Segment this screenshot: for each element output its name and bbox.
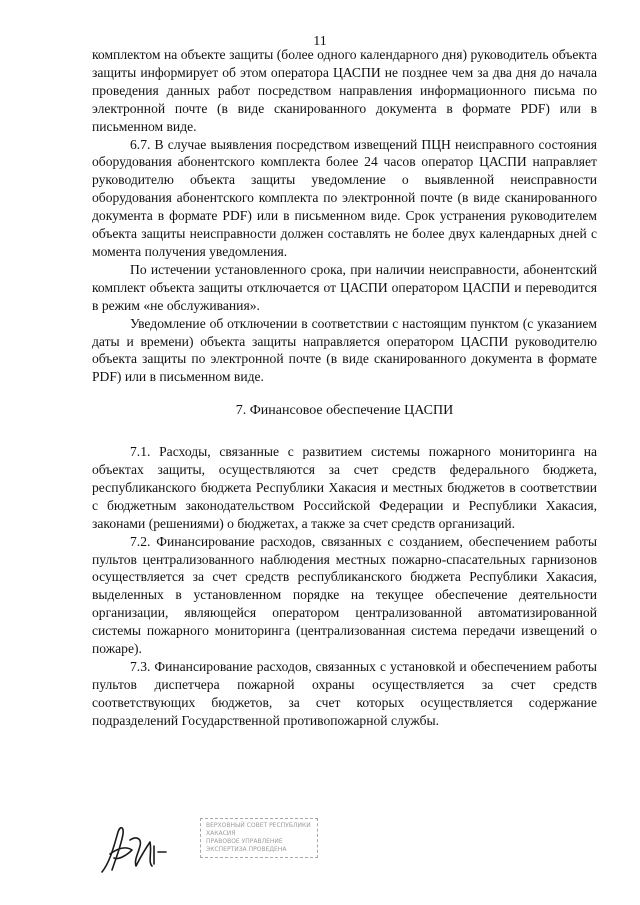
- paragraph-7-1: 7.1. Расходы, связанные с развитием системы пожарного мониторинга на объектах защиты, осуществляются за счет средств федерального бюджета, республиканского бюджета Республики Хакасия и местных бюджетов в соответствии с бюджетным законодательством Российской Федерации и Республики Хакасия, законами (решениями) о бюджетах, а также за счет средств организаций.: [92, 444, 597, 531]
- stamp-line: ВЕРХОВНЫЙ СОВЕТ РЕСПУБЛИКИ: [206, 822, 311, 829]
- paragraph-continuation: комплектом на объекте защиты (более одного календарного дня) руководитель объекта защиты информирует об этом оператора ЦАСПИ не позднее чем за два дня до начала проведения данных работ посредством направления информационного письма по электронной почте (в виде сканированного документа в формате PDF) или в письменном виде.: [92, 47, 597, 134]
- stamp-line: ПРАВОВОЕ УПРАВЛЕНИЕ: [206, 838, 283, 845]
- paragraph-notification: Уведомление об отключении в соответствии с настоящим пунктом (с указанием даты и времени) объекта защиты направляется оператором ЦАСПИ руководителю объекта защиты по электронной почте (в виде сканированного документа в формате PDF) или в письменном виде.: [92, 315, 597, 385]
- page-number: 11: [313, 34, 327, 49]
- document-body: [92, 46, 597, 730]
- stamp-line: ХАКАСИЯ: [206, 830, 236, 837]
- paragraph-7-2: 7.2. Финансирование расходов, связанных с созданием, обеспечением работы пультов централизованного наблюдения местных пожарно-спасательных гарнизонов осуществляется за счет средств республиканского бюджета Республики Хакасия, выделенных в установленном порядке на текущее обеспечение деятельности организации, являющейся оператором централизованной автоматизированной системы пожарного мониторинга (централизованная система передачи извещений о пожаре).: [92, 533, 597, 657]
- approval-stamp: [200, 818, 318, 858]
- section-heading: 7. Финансовое обеспечение ЦАСПИ: [235, 403, 454, 419]
- handwritten-signature: [96, 822, 186, 878]
- paragraph-disconnection: По истечении установленного срока, при наличии неисправности, абонентский комплект объекта защиты отключается от ЦАСПИ оператором ЦАСПИ и переводится в режим «не обслуживания».: [92, 261, 597, 313]
- paragraph-7-3: 7.3. Финансирование расходов, связанных с установкой и обеспечением работы пультов диспетчера пожарной охраны осуществляется за счет средств соответствующих бюджетов, за счет которых осуществляется содержание подразделений Государственной противопожарной службы.: [92, 659, 597, 728]
- stamp-line: ЭКСПЕРТИЗА ПРОВЕДЕНА: [206, 846, 287, 853]
- paragraph-6-7: 6.7. В случае выявления посредством извещений ПЦН неисправного состояния оборудования абонентского комплекта более 24 часов оператор ЦАСПИ направляет руководителю объекта защиты уведомление о выявленной неисправности оборудования абонентского комплекта по электронной почте (в виде сканированного документа в формате PDF) или в письменном виде. Срок устранения руководителем объекта защиты неисправности должен составлять не более двух календарных дней с момента получения уведомления.: [92, 136, 597, 259]
